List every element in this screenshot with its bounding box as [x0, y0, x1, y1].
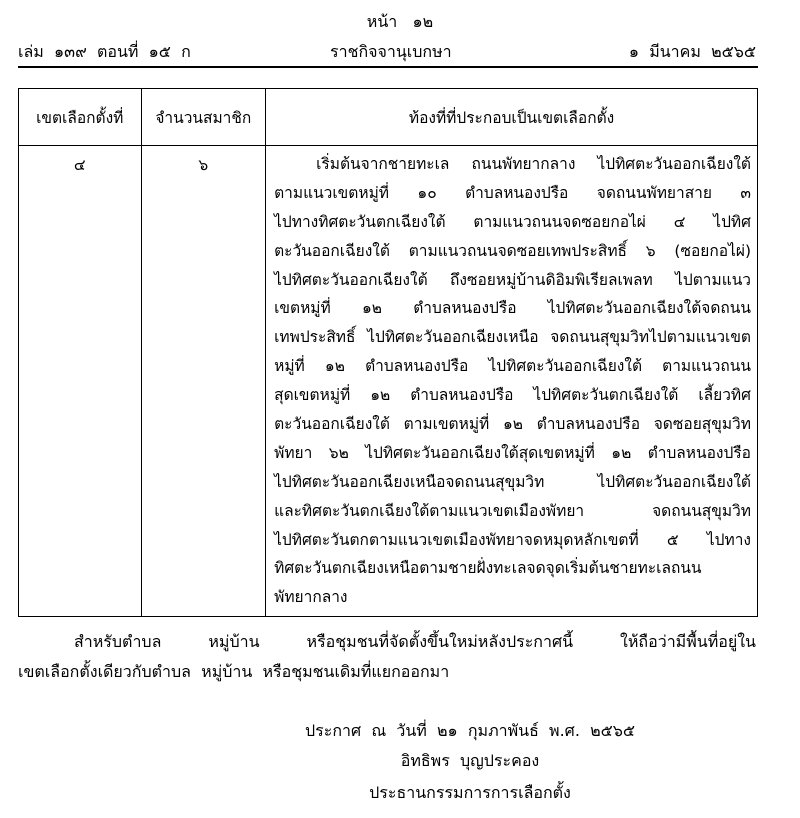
volume-issue: เล่ม ๑๓๙ ตอนที่ ๑๕ ก: [18, 42, 191, 61]
area-line: [274, 381, 751, 410]
publication-date: ๑ มีนาคม ๒๕๖๕: [628, 42, 756, 61]
area-line: [274, 266, 751, 295]
text-segment: ตามแนวถนนจดซอยกอไผ่: [473, 212, 646, 231]
member-count: ๖: [141, 146, 266, 617]
area-line: [274, 179, 751, 208]
table-row: [19, 146, 758, 617]
text-segment: ถึงซอยหมู่บ้านดิอิมพิเรียลเพลท: [450, 270, 653, 289]
text-segment: ไปทิศตะวันตกเฉียงใต้: [533, 386, 679, 405]
text-segment: หมู่บ้าน: [208, 632, 260, 651]
text-segment: จดซอยสุขุมวิท: [653, 415, 751, 434]
gazette-header: [18, 40, 756, 62]
column-header-district: เขตเลือกตั้งที่: [19, 89, 142, 146]
text-segment: ตะวันออกเฉียงใต้: [274, 415, 390, 434]
text-segment: ตามแนวถนนจดซอยเทพประสิทธิ์: [408, 241, 628, 260]
signatory-title: ประธานกรรมการการเลือกตั้ง: [369, 783, 571, 802]
gazette-title: ราชกิจจานุเบกษา: [330, 42, 452, 61]
text-segment: ตำบลหนองปรือ: [365, 357, 469, 376]
text-segment: ไปทางทิศตะวันตกเฉียงใต้: [274, 212, 446, 231]
text-segment: ๑๒: [502, 415, 524, 434]
area-line: [274, 294, 751, 323]
district-number: ๔: [19, 146, 142, 617]
area-line: [274, 526, 751, 555]
note-line-1: [18, 627, 756, 657]
text-segment: ทิศตะวันตกเฉียงเหนือตามชายฝั่งทะเลจดจุดเริ่มต้นชายทะเลถนน: [274, 559, 702, 578]
page-label: หน้า: [366, 12, 398, 31]
column-header-area: ท้องที่ที่ประกอบเป็นเขตเลือกตั้ง: [266, 89, 758, 146]
area-line: [274, 497, 751, 526]
area-line: [274, 583, 751, 612]
area-line: [274, 410, 751, 439]
page-number-value: ๑๒: [412, 12, 434, 31]
table-header-row: [19, 89, 758, 146]
text-segment: ตำบลหนองปรือ: [647, 443, 751, 462]
text-segment: จดถนนสุขุมวิท: [652, 501, 751, 520]
text-segment: ตำบลหนองปรือ: [536, 415, 641, 434]
text-segment: ไปทิศตะวันออกเฉียงใต้สุดเขตหมู่ที่: [365, 443, 595, 462]
area-line: [274, 554, 751, 583]
text-segment: ไปทิศ: [713, 212, 751, 231]
text-segment: ๖: [645, 241, 656, 260]
text-segment: จดถนนพัทยาสาย: [596, 183, 712, 202]
text-segment: สำหรับตำบล: [74, 632, 162, 651]
text-segment: ตามเขตหมู่ที่: [403, 415, 490, 434]
text-segment: ๑๒: [324, 357, 345, 376]
text-segment: ๓: [740, 183, 751, 202]
text-segment: ๕: [666, 530, 679, 549]
announcement-date: ประกาศ ณ วันที่ ๒๑ กุมภาพันธ์ พ.ศ. ๒๕๖๕: [304, 721, 636, 740]
text-segment: ตามแนวถนน: [662, 357, 751, 376]
text-segment: ตามแนวเขตหมู่ที่: [274, 183, 389, 202]
note-line-2: เขตเลือกตั้งเดียวกับตำบล หมู่บ้าน หรือชุมชนเดิมที่แยกออกมา: [18, 662, 450, 681]
new-locality-note: [18, 627, 756, 687]
text-segment: ๔: [673, 212, 686, 231]
text-segment: ไปทิศตะวันออกเฉียงใต้จดถนน: [547, 299, 751, 318]
page-number: [0, 10, 800, 35]
text-segment: ไปทาง: [706, 530, 751, 549]
text-segment: เริ่มต้นจากชายทะเล: [316, 155, 450, 173]
text-segment: ไปทิศตะวันออกเฉียงเหนือ: [367, 328, 539, 347]
text-segment: ๖๒: [328, 443, 349, 462]
text-segment: พัทยากลาง: [274, 588, 348, 607]
text-segment: ให้ถือว่ามีพื้นที่อยู่ใน: [620, 632, 756, 651]
text-segment: ตำบลหนองปรือ: [465, 183, 569, 202]
area-line: [274, 150, 751, 179]
text-segment: จดถนนสุขุมวิทไปตามแนวเขต: [550, 328, 751, 347]
area-line: [274, 468, 751, 497]
text-segment: ๑๐: [417, 183, 437, 202]
text-segment: สุดเขตหมู่ที่: [274, 386, 351, 405]
text-segment: เขตหมู่ที่: [274, 299, 331, 318]
area-line: [274, 208, 751, 237]
text-segment: เลี้ยวทิศ: [698, 386, 751, 405]
text-segment: ตำบลหนองปรือ: [413, 299, 517, 318]
text-segment: และทิศตะวันตกเฉียงใต้ตามแนวเขตเมืองพัทยา: [274, 501, 585, 520]
area-line: [274, 323, 751, 352]
text-segment: ๑๒: [370, 386, 391, 405]
header-divider: [18, 66, 758, 68]
text-segment: หรือชุมชนที่จัดตั้งขึ้นใหม่หลังประกาศนี้: [306, 632, 574, 651]
text-segment: ๑๒: [611, 443, 632, 462]
area-line: [274, 352, 751, 381]
text-segment: ตะวันออกเฉียงใต้: [274, 241, 390, 260]
text-segment: ไปทิศตะวันตกตามแนวเขตเมืองพัทยาจดหมุดหลักเขตที่: [274, 530, 639, 549]
text-segment: หมู่ที่: [274, 357, 305, 376]
area-line: [274, 237, 751, 266]
text-segment: ไปทิศตะวันออกเฉียงใต้: [597, 155, 751, 173]
text-segment: ไปทิศตะวันออกเฉียงใต้: [488, 357, 643, 376]
text-segment: ไปทิศตะวันออกเฉียงใต้: [597, 472, 751, 491]
text-segment: ตำบลหนองปรือ: [410, 386, 514, 405]
text-segment: เทพประสิทธิ์: [274, 328, 356, 347]
text-segment: ไปทิศตะวันออกเฉียงเหนือจดถนนสุขุมวิท: [274, 472, 545, 491]
column-header-members: จำนวนสมาชิก: [141, 89, 266, 146]
area-description: [266, 146, 758, 617]
text-segment: (ซอยกอไผ่): [674, 241, 751, 260]
text-segment: ไปตามแนว: [675, 270, 751, 289]
area-line: [274, 439, 751, 468]
text-segment: พัทยา: [274, 443, 313, 462]
text-segment: ถนนพัทยากลาง: [471, 155, 576, 173]
text-segment: ๑๒: [361, 299, 383, 318]
constituency-table: [18, 88, 758, 617]
text-segment: ไปทิศตะวันออกเฉียงใต้: [274, 270, 428, 289]
signatory-name: อิทธิพร บุญประคอง: [400, 751, 540, 770]
